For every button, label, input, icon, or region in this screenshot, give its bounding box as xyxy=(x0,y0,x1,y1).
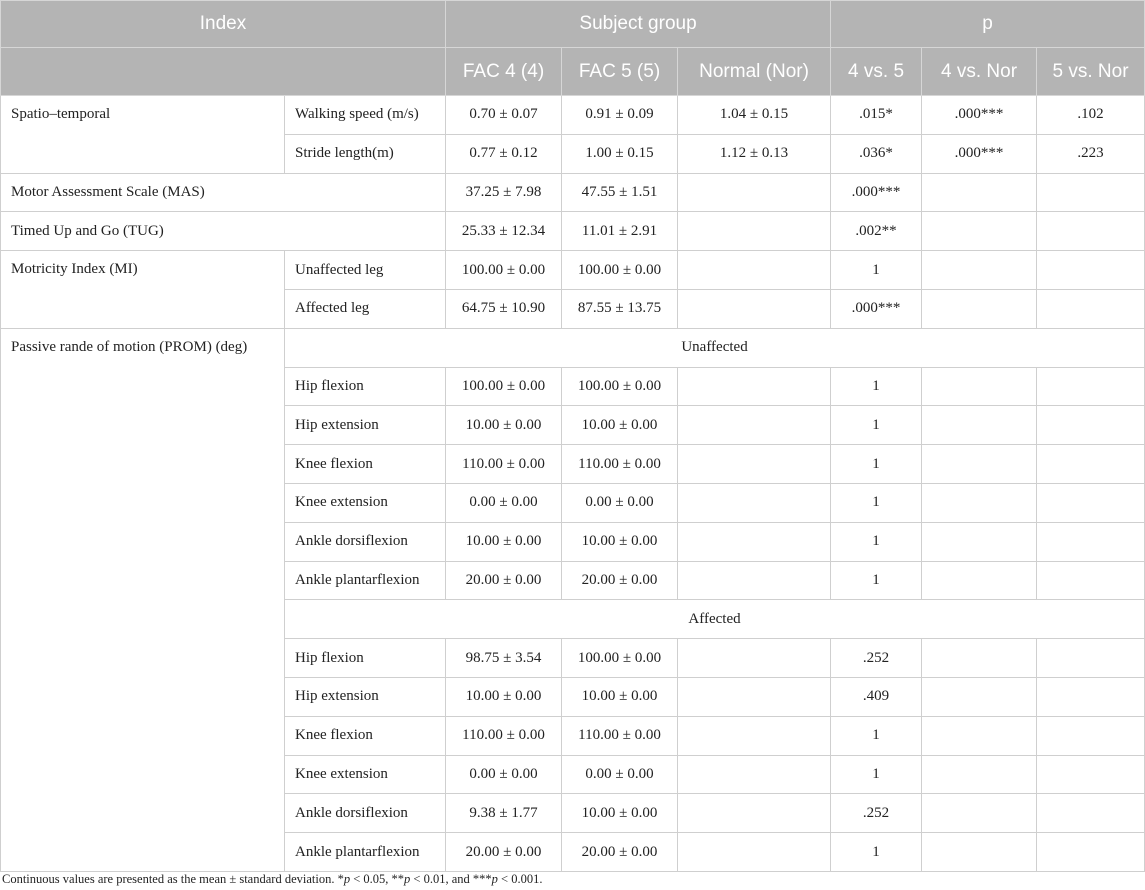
header-p-4vs5: 4 vs. 5 xyxy=(831,48,922,96)
cell-p-4vsnor xyxy=(922,833,1037,872)
cell-normal xyxy=(678,445,831,484)
cell-fac4: 64.75 ± 10.90 xyxy=(446,289,562,328)
footnote-text: < 0.01, and *** xyxy=(410,872,492,886)
cell-p-5vsnor xyxy=(1037,406,1145,445)
cell-fac4: 25.33 ± 12.34 xyxy=(446,212,562,251)
cell-p-4vsnor xyxy=(922,212,1037,251)
cell-p-5vsnor xyxy=(1037,677,1145,716)
cell-p-4vs5: 1 xyxy=(831,755,922,794)
header-fac5: FAC 5 (5) xyxy=(562,48,678,96)
cell-normal xyxy=(678,173,831,212)
cell-p-5vsnor xyxy=(1037,716,1145,755)
cell-normal: 1.12 ± 0.13 xyxy=(678,134,831,173)
cell-p-5vsnor xyxy=(1037,794,1145,833)
cell-fac4: 110.00 ± 0.00 xyxy=(446,716,562,755)
row-label: Hip extension xyxy=(285,677,446,716)
row-label: Knee flexion xyxy=(285,445,446,484)
cell-fac5: 11.01 ± 2.91 xyxy=(562,212,678,251)
group-label: Spatio–temporal xyxy=(1,96,285,174)
row-label: Walking speed (m/s) xyxy=(285,96,446,135)
footnote-p-symbol: p xyxy=(343,872,351,886)
cell-p-5vsnor xyxy=(1037,367,1145,406)
subsection-label-affected: Affected xyxy=(285,600,1145,639)
cell-normal xyxy=(678,716,831,755)
row-label: Hip extension xyxy=(285,406,446,445)
cell-p-4vs5: 1 xyxy=(831,367,922,406)
cell-p-4vsnor xyxy=(922,522,1037,561)
cell-fac4: 100.00 ± 0.00 xyxy=(446,367,562,406)
table-row xyxy=(1,328,1145,367)
header-fac4: FAC 4 (4) xyxy=(446,48,562,96)
row-label: Knee extension xyxy=(285,755,446,794)
cell-normal xyxy=(678,639,831,678)
cell-normal: 1.04 ± 0.15 xyxy=(678,96,831,135)
cell-p-4vsnor xyxy=(922,716,1037,755)
row-label: Affected leg xyxy=(285,289,446,328)
row-label: Ankle dorsiflexion xyxy=(285,522,446,561)
cell-fac4: 10.00 ± 0.00 xyxy=(446,677,562,716)
cell-fac4: 37.25 ± 7.98 xyxy=(446,173,562,212)
cell-p-4vs5: .000*** xyxy=(831,289,922,328)
cell-fac4: 20.00 ± 0.00 xyxy=(446,561,562,600)
cell-p-5vsnor xyxy=(1037,251,1145,290)
table-row xyxy=(1,96,1145,135)
footnote-text: < 0.05, ** xyxy=(350,872,405,886)
cell-p-5vsnor xyxy=(1037,289,1145,328)
cell-fac5: 0.00 ± 0.00 xyxy=(562,483,678,522)
cell-p-5vsnor xyxy=(1037,445,1145,484)
cell-p-4vs5: 1 xyxy=(831,406,922,445)
cell-normal xyxy=(678,406,831,445)
cell-fac5: 100.00 ± 0.00 xyxy=(562,367,678,406)
row-label: Ankle dorsiflexion xyxy=(285,794,446,833)
row-label: Hip flexion xyxy=(285,367,446,406)
cell-p-4vs5: .409 xyxy=(831,677,922,716)
group-label: Motricity Index (MI) xyxy=(1,251,285,329)
cell-p-4vs5: .000*** xyxy=(831,173,922,212)
cell-p-4vsnor xyxy=(922,755,1037,794)
cell-normal xyxy=(678,522,831,561)
header-p: p xyxy=(831,1,1145,48)
cell-p-4vs5: 1 xyxy=(831,483,922,522)
cell-p-5vsnor xyxy=(1037,561,1145,600)
cell-fac4: 0.00 ± 0.00 xyxy=(446,483,562,522)
row-label: Ankle plantarflexion xyxy=(285,561,446,600)
cell-fac5: 47.55 ± 1.51 xyxy=(562,173,678,212)
table-row xyxy=(1,251,1145,290)
cell-p-4vsnor xyxy=(922,367,1037,406)
row-label: Unaffected leg xyxy=(285,251,446,290)
cell-p-5vsnor xyxy=(1037,483,1145,522)
cell-p-4vs5: 1 xyxy=(831,251,922,290)
cell-p-4vs5: 1 xyxy=(831,522,922,561)
cell-fac5: 10.00 ± 0.00 xyxy=(562,522,678,561)
row-label: Knee extension xyxy=(285,483,446,522)
cell-normal xyxy=(678,367,831,406)
cell-p-4vsnor xyxy=(922,561,1037,600)
cell-fac5: 1.00 ± 0.15 xyxy=(562,134,678,173)
cell-fac5: 20.00 ± 0.00 xyxy=(562,561,678,600)
cell-normal xyxy=(678,677,831,716)
cell-fac5: 0.00 ± 0.00 xyxy=(562,755,678,794)
cell-normal xyxy=(678,212,831,251)
row-label: Ankle plantarflexion xyxy=(285,833,446,872)
header-normal: Normal (Nor) xyxy=(678,48,831,96)
cell-p-5vsnor xyxy=(1037,173,1145,212)
group-label: Passive rande of motion (PROM) (deg) xyxy=(1,328,285,871)
cell-fac4: 0.77 ± 0.12 xyxy=(446,134,562,173)
cell-p-4vs5: .036* xyxy=(831,134,922,173)
cell-p-5vsnor xyxy=(1037,522,1145,561)
cell-p-4vsnor xyxy=(922,173,1037,212)
cell-p-4vs5: .252 xyxy=(831,639,922,678)
cell-p-5vsnor xyxy=(1037,212,1145,251)
cell-fac4: 9.38 ± 1.77 xyxy=(446,794,562,833)
cell-fac4: 100.00 ± 0.00 xyxy=(446,251,562,290)
row-label: Hip flexion xyxy=(285,639,446,678)
cell-p-4vs5: 1 xyxy=(831,561,922,600)
header-p-5vsnor: 5 vs. Nor xyxy=(1037,48,1145,96)
cell-p-4vs5: .015* xyxy=(831,96,922,135)
footnote-text: < 0.001. xyxy=(497,872,543,886)
cell-fac4: 110.00 ± 0.00 xyxy=(446,445,562,484)
cell-p-4vsnor xyxy=(922,677,1037,716)
cell-fac4: 20.00 ± 0.00 xyxy=(446,833,562,872)
cell-fac5: 87.55 ± 13.75 xyxy=(562,289,678,328)
cell-fac4: 0.70 ± 0.07 xyxy=(446,96,562,135)
footnote-p-symbol: p xyxy=(491,872,498,886)
cell-fac4: 10.00 ± 0.00 xyxy=(446,406,562,445)
cell-p-4vsnor xyxy=(922,251,1037,290)
cell-normal xyxy=(678,561,831,600)
cell-normal xyxy=(678,833,831,872)
subsection-label-unaffected: Unaffected xyxy=(285,328,1145,367)
row-label: Timed Up and Go (TUG) xyxy=(1,212,446,251)
cell-p-5vsnor xyxy=(1037,755,1145,794)
cell-fac5: 110.00 ± 0.00 xyxy=(562,716,678,755)
cell-fac5: 100.00 ± 0.00 xyxy=(562,251,678,290)
cell-fac4: 0.00 ± 0.00 xyxy=(446,755,562,794)
header-index: Index xyxy=(1,1,446,48)
cell-p-4vsnor xyxy=(922,406,1037,445)
cell-p-4vs5: 1 xyxy=(831,716,922,755)
cell-p-4vsnor xyxy=(922,794,1037,833)
cell-p-5vsnor: .102 xyxy=(1037,96,1145,135)
footnote-p-symbol: p xyxy=(404,872,411,886)
cell-normal xyxy=(678,251,831,290)
cell-p-4vs5: .252 xyxy=(831,794,922,833)
table-row xyxy=(1,173,1145,212)
cell-fac4: 98.75 ± 3.54 xyxy=(446,639,562,678)
cell-p-4vsnor xyxy=(922,289,1037,328)
header-empty xyxy=(1,48,446,96)
cell-p-5vsnor xyxy=(1037,639,1145,678)
row-label: Motor Assessment Scale (MAS) xyxy=(1,173,446,212)
row-label: Stride length(m) xyxy=(285,134,446,173)
cell-fac5: 110.00 ± 0.00 xyxy=(562,445,678,484)
row-label: Knee flexion xyxy=(285,716,446,755)
cell-fac5: 10.00 ± 0.00 xyxy=(562,406,678,445)
cell-fac5: 20.00 ± 0.00 xyxy=(562,833,678,872)
cell-fac5: 0.91 ± 0.09 xyxy=(562,96,678,135)
table-footnote xyxy=(2,872,542,887)
cell-normal xyxy=(678,755,831,794)
footnote-text: Continuous values are presented as the mean ± standard deviation. * xyxy=(2,872,344,886)
cell-p-4vsnor xyxy=(922,639,1037,678)
cell-normal xyxy=(678,794,831,833)
cell-p-4vsnor xyxy=(922,483,1037,522)
cell-fac4: 10.00 ± 0.00 xyxy=(446,522,562,561)
cell-fac5: 100.00 ± 0.00 xyxy=(562,639,678,678)
cell-normal xyxy=(678,483,831,522)
cell-p-4vsnor xyxy=(922,445,1037,484)
cell-fac5: 10.00 ± 0.00 xyxy=(562,677,678,716)
header-p-4vsnor: 4 vs. Nor xyxy=(922,48,1037,96)
cell-p-5vsnor xyxy=(1037,833,1145,872)
cell-p-4vs5: 1 xyxy=(831,445,922,484)
cell-fac5: 10.00 ± 0.00 xyxy=(562,794,678,833)
cell-normal xyxy=(678,289,831,328)
cell-p-5vsnor: .223 xyxy=(1037,134,1145,173)
cell-p-4vsnor: .000*** xyxy=(922,96,1037,135)
table-row xyxy=(1,212,1145,251)
cell-p-4vs5: .002** xyxy=(831,212,922,251)
cell-p-4vs5: 1 xyxy=(831,833,922,872)
cell-p-4vsnor: .000*** xyxy=(922,134,1037,173)
header-subject-group: Subject group xyxy=(446,1,831,48)
